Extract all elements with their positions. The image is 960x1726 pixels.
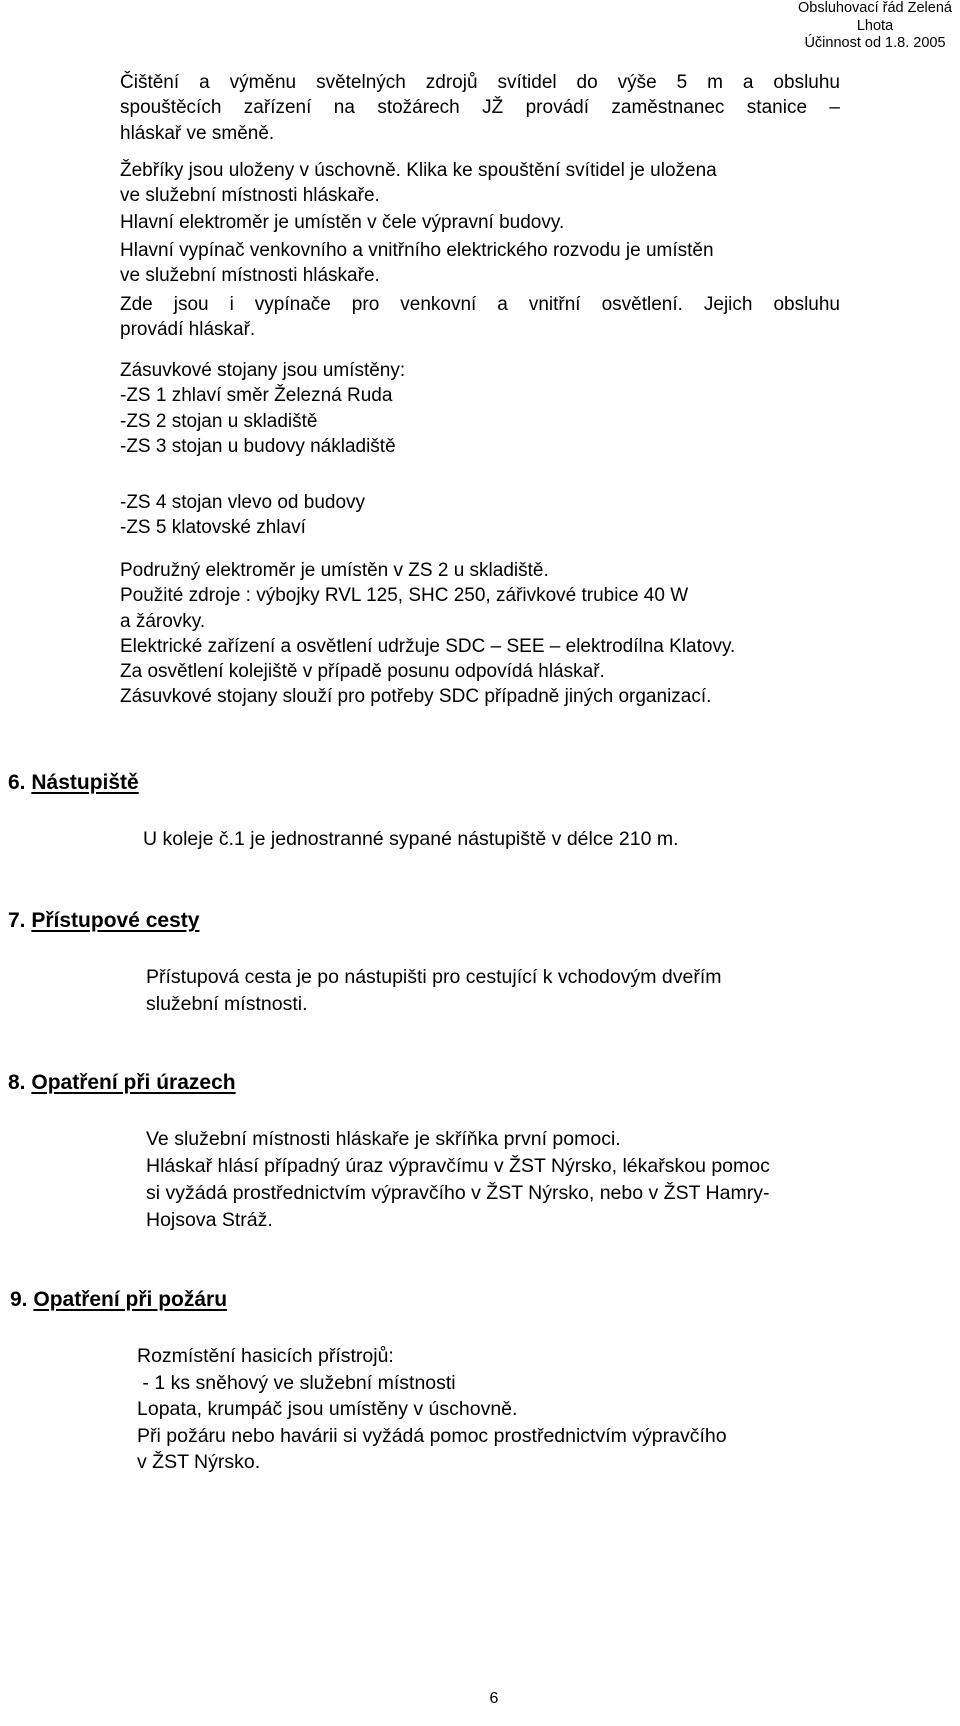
switches-paragraph [120, 292, 840, 343]
text-line: a žárovky. [120, 610, 206, 632]
header-line: Účinnost od 1.8. 2005 [804, 35, 946, 51]
text-line: Rozmístění hasicích přístrojů: [137, 1345, 394, 1367]
text-line: Hlavní elektroměr je umístěn v čele výpravní budovy. [120, 212, 565, 233]
text-line: Zásuvkové stojany jsou umístěny: [120, 360, 406, 381]
text-line: Za osvětlení kolejiště v případě posunu odpovídá hláskař. [120, 661, 605, 683]
text-line: Žebříky jsou uloženy v úschovně. Klika ke spouštění svítidel je uložena [120, 160, 717, 181]
text-line: si vyžádá prostřednictvím výpravčího v ŽST Nýrsko, nebo v ŽST Hamry- [146, 1182, 770, 1204]
lighting-intro-paragraph [120, 70, 840, 146]
text-line: Ve služební místnosti hláskaře je skříňka první pomoci. [146, 1128, 621, 1150]
text-line: Čištění a výměnu světelných zdrojů svítidel do výše 5 m a obsluhu [120, 72, 840, 93]
section-title: Opatření při požáru [33, 1288, 228, 1311]
access-routes-paragraph [146, 964, 866, 1017]
text-line: Při požáru nebo havárii si vyžádá pomoc prostřednictvím výpravčího [137, 1424, 727, 1447]
text-line: Zásuvkové stojany slouží pro potřeby SDC případně jiných organizací. [120, 686, 712, 708]
main-switch-paragraph [120, 238, 840, 289]
section-number: 6. [8, 771, 26, 794]
section-heading-access-routes [8, 908, 199, 934]
sockets-list-continued [120, 490, 840, 541]
text-line: v ŽST Nýrsko. [137, 1451, 261, 1473]
list-item: - 1 ks sněhový ve služební místnosti [137, 1371, 456, 1394]
section-title: Nástupiště [31, 771, 139, 794]
list-item: -ZS 4 stojan vlevo od budovy [120, 492, 366, 513]
section-title: Přístupové cesty [31, 909, 200, 932]
text-line: provádí hláskař. [120, 319, 256, 341]
text-line: Přístupová cesta je po nástupišti pro cestující k vchodovým dveřím [146, 966, 722, 988]
lighting-details-paragraph [120, 558, 860, 710]
header-line: Obsluhovací řád Zelená [798, 0, 952, 16]
page-number: 6 [489, 1690, 499, 1707]
text-line: ve služební místnosti hláskaře. [120, 265, 380, 287]
section-number: 8. [8, 1071, 26, 1094]
ladders-paragraph [120, 158, 840, 209]
list-item: -ZS 3 stojan u budovy nákladiště [120, 435, 396, 457]
text-line: Hojsova Stráž. [146, 1209, 273, 1231]
section-heading-fire [10, 1287, 227, 1313]
text-line: hláskař ve směně. [120, 122, 275, 144]
header-line: Lhota [856, 17, 894, 34]
text-line: ve služební místnosti hláskaře. [120, 185, 380, 207]
text-line: Hlavní vypínač venkovního a vnitřního elektrického rozvodu je umístěn [120, 240, 714, 261]
text-line: U koleje č.1 je jednostranné sypané nástupiště v délce 210 m. [143, 828, 679, 850]
text-line: Lopata, krumpáč jsou umístěny v úschovně. [137, 1398, 518, 1420]
section-number: 7. [8, 909, 26, 932]
list-item: -ZS 2 stojan u skladiště [120, 410, 318, 432]
section-heading-platform [8, 770, 139, 796]
text-line: spouštěcích zařízení na stožárech JŽ provádí zaměstnanec stanice – [120, 97, 840, 119]
section-title: Opatření při úrazech [31, 1071, 236, 1094]
list-item: -ZS 5 klatovské zhlaví [120, 517, 306, 539]
sockets-list [120, 358, 840, 459]
text-line: Podružný elektroměr je umístěn v ZS 2 u skladiště. [120, 560, 549, 581]
text-line: Hláskař hlásí případný úraz výpravčímu v ŽST Nýrsko, lékařskou pomoc [146, 1155, 770, 1177]
text-line: Použité zdroje : výbojky RVL 125, SHC 250, zářivkové trubice 40 W [120, 585, 689, 607]
text-line: služební místnosti. [146, 992, 308, 1015]
list-item: -ZS 1 zhlaví směr Železná Ruda [120, 385, 393, 407]
section-number: 9. [10, 1288, 28, 1311]
text-line: Zde jsou i vypínače pro venkovní a vnitřní osvětlení. Jejich obsluhu [120, 294, 840, 315]
platform-paragraph [143, 827, 863, 852]
text-line: Elektrické zařízení a osvětlení udržuje SDC – SEE – elektrodílna Klatovy. [120, 635, 736, 657]
document-header [790, 0, 960, 53]
meter-paragraph [120, 210, 840, 235]
injuries-paragraph [146, 1126, 866, 1234]
fire-paragraph [137, 1343, 857, 1476]
section-heading-injuries [8, 1070, 236, 1096]
